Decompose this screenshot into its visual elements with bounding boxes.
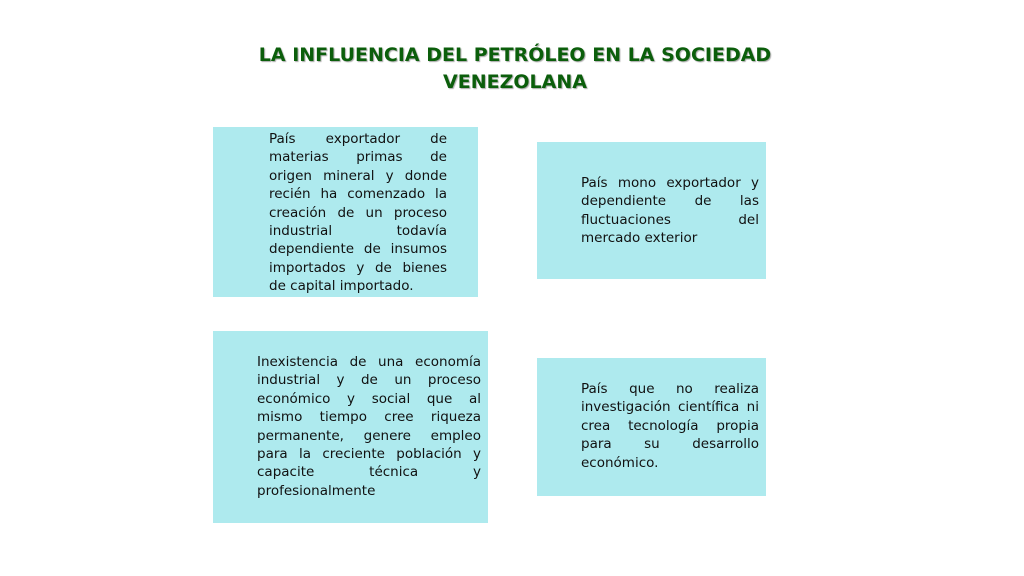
text-box-bottom-right-text: País que no realiza investigación científica ni crea tecnología propia para su desarrollo económico. (581, 381, 759, 471)
text-box-top-right-text: País mono exportador y dependiente de las fluctuaciones del mercado exterior (581, 175, 759, 247)
title-line-1: LA INFLUENCIA DEL PETRÓLEO EN LA SOCIEDAD (258, 44, 772, 66)
slide-title (200, 42, 830, 96)
text-box-bottom-left-text: Inexistencia de una economía industrial y de un proceso económico y social que al mismo tiempo cree riqueza permanente, genere empleo para la creciente población y capacite técnica y profesionalmente (257, 354, 481, 499)
text-box-top-right (537, 142, 766, 279)
text-box-top-left (213, 127, 478, 297)
text-box-top-left-text: País exportador de materias primas de origen mineral y donde recién ha comenzado la creación de un proceso industrial todavía dependiente de insumos importados y de bienes de capital importado. (269, 131, 447, 295)
text-box-bottom-right (537, 358, 766, 496)
title-line-2: VENEZOLANA (443, 71, 587, 93)
text-box-bottom-left (213, 331, 488, 523)
